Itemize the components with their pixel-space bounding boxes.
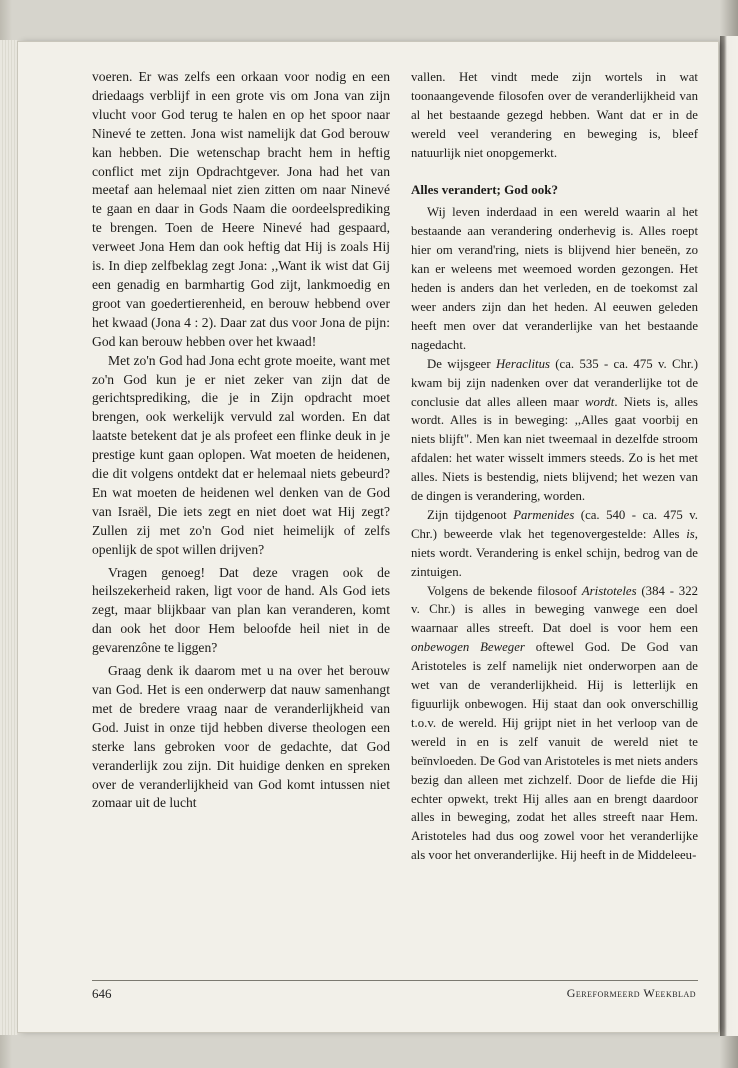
section-heading: Alles verandert; God ook? <box>411 181 558 197</box>
right-paragraph-3 <box>411 355 698 506</box>
magazine-title: Gereformeerd Weekblad <box>566 986 696 1000</box>
right-paragraph-2: Wij leven inderdaad in een wereld waarin al het bestaande aan verandering onderhevig is. Alles roept hier om verand'ring, niets is blijvend hier beneën, zo kan er weleens met weemoed worden gezongen. Het heden is anders dan het verleden, en de toekomst zal weer anders zijn dan het heden. Al eeuwen geleden heeft men over dat veranderlijke van het bestaande nagedacht. <box>411 205 698 352</box>
p3-post: . Niets is, alles wordt. Alles is in beweging: ,,Alles gaat voorbij en niets blijft". Men kan niet tweemaal in dezelfde stroom afdalen: het water wisselt immers steeds. Zo is het met alles. Niets is bestendig, niets blijvend; het wezen van de dingen is verandering, worden. <box>411 394 699 504</box>
parmenides-name: Parmenides <box>513 507 575 522</box>
right-paragraph-1: vallen. Het vindt mede zijn wortels in wat toonaangevende filosofen over de veranderlijkheid van al het bestaande gezegd hebben. Want dat er in de wereld veel verandering en beweging is, bleef natuurlijk niet onopgemerkt. <box>411 70 698 160</box>
right-column <box>411 68 698 865</box>
wordt-word: wordt <box>584 394 615 409</box>
heraclitus-name: Heraclitus <box>495 356 550 371</box>
left-paragraph-1: voeren. Er was zelfs een orkaan voor nodig en een driedaags verblijf in een grote vis om Jona van zijn vlucht voor God terug te halen en op het spoor naar Ninevé te zetten. Jona wist namelijk dat God berouw kan hebben. Die wetenschap bracht hem in heftig conflict met zijn Opdrachtgever. Jona had het van meetaf aan helemaal niet zien zitten om naar Ninevé te gaan en daar in Gods Naam die oordeelsprediking te brengen. Toen de Heere Ninevé had gespaard, verweet Jona Hem dan ook heftig dat Hij is zoals Hij is. In diep zelfbeklag zegt Jona: ,,Want ik wist dat Gij een genadig en barmhartig God zijt, lankmoedig en groot van goedertierenheid, en berouw hebbend over het kwaad (Jona 4 : 2). Daar zat dus voor Jona de pijn: God kan berouw hebben over het kwaad! <box>92 69 390 349</box>
right-paragraph-5 <box>411 582 698 866</box>
p5-post: oftewel God. De God van Aristoteles is zelf namelijk niet onderworpen aan de wet van de veranderlijkheid. Hij is letterlijk en figuurlijk onbewogen. Hij staat dan ook onverschillig t.o.v. de wereld. Hij grijpt niet in het verloop van de wereld in en is zelf vanuit de wereld niet te beïnvloeden. De God van Aristoteles is met niets anders bezig dan alleen met zichzelf. Door de liefde die Hij echter opwekt, trekt Hij alles aan en brengt daardoor alles in beweging, zodat het alles streeft naar Hem. Aristoteles had dus oog zowel voor het veranderlijke als voor het onveranderlijke. Hij heeft in de Middeleeu- <box>411 640 698 863</box>
p4-mid: (ca. 540 - ca. 475 v. Chr.) beweerde vlak het tegenovergestelde: Alles <box>411 507 698 541</box>
is-word: is <box>686 526 695 541</box>
p4-post: , niets wordt. Verandering is enkel schijn, bedrog van de zintuigen. <box>411 526 698 579</box>
p3-pre: De wijsgeer <box>427 356 496 371</box>
unmoved-mover-term: onbewogen Beweger <box>411 640 525 655</box>
p5-pre: Volgens de bekende filosoof <box>427 583 582 598</box>
next-page-edge <box>720 36 738 1036</box>
page-number: 646 <box>92 986 112 1001</box>
left-paragraph-2: Met zo'n God had Jona echt grote moeite, want met zo'n God kun je er niet zeker van zijn dat de gerichtsprediking, die je in Zijn opdracht moet brengen, ook werkelijk vervuld zal worden. En dat laatste betekent dat je als profeet een flinke deuk in je prestige kunt gaan oplopen. Wat moeten de heidenen, die dit volgens ontdekt dat er helemaal niets gebeurd? En wat moeten de heidenen wel denken van de God van Israël, Die iets zegt en niet doet wat Hij zegt? Zullen zij met zo'n God niet heimelijk of zelfs openlijk de spot willen drijven? <box>92 352 390 557</box>
left-paragraph-3: Vragen genoeg! Dat deze vragen ook de heilszekerheid raken, ligt voor de hand. Als God iets zegt, maar blijkbaar van plan kan veranderen, komt dan ook het door Hem beloofde heil niet in de gevarenzône te liggen? <box>92 564 390 656</box>
p3-mid: (ca. 535 - ca. 475 v. Chr.) kwam bij zijn nadenken over dat veranderlijke tot de conclusie dat alles alleen maar <box>411 356 698 409</box>
right-paragraph-4 <box>411 506 698 582</box>
footer-rule <box>92 980 698 981</box>
book-left-edge <box>0 40 18 1035</box>
left-paragraph-4: Graag denk ik daarom met u na over het berouw van God. Het is een onderwerp dat nauw samenhangt met de bredere vraag naar de veranderlijkheid van God. Juist in onze tijd hebben diverse theologen een sterke lans gebroken voor de gedachte, dat God veranderlijk zou zijn. Dit huidige denken en spreken over de veranderlijkheid van God komt intussen niet zomaar uit de lucht <box>92 663 390 811</box>
p4-pre: Zijn tijdgenoot <box>427 507 514 522</box>
left-column <box>92 68 390 813</box>
aristoteles-name: Aristoteles <box>581 583 637 598</box>
p5-mid: (384 - 322 v. Chr.) is alles in beweging vanwege een doel waarnaar alles streeft. Dat doel is voor hem een <box>411 583 698 636</box>
